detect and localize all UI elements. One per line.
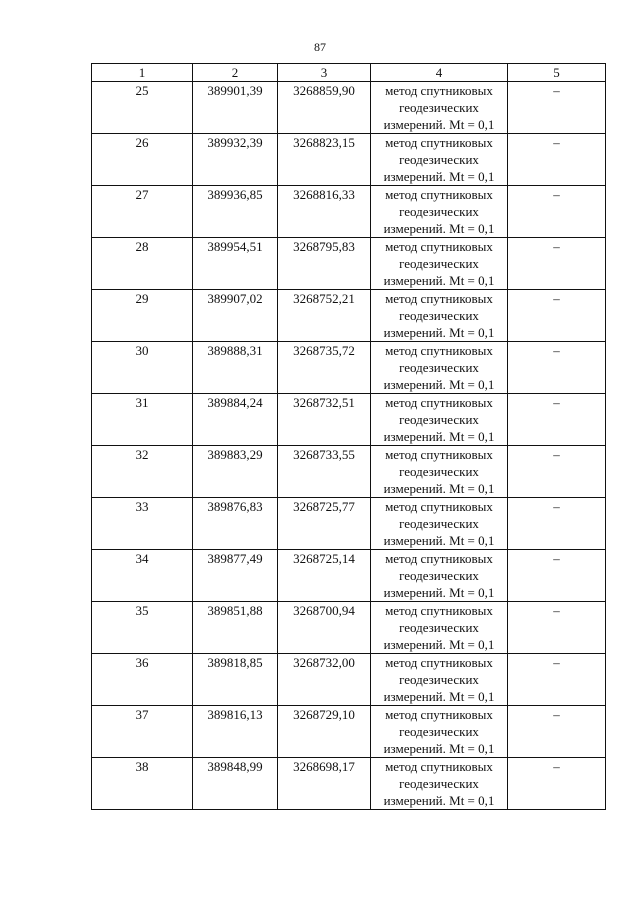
method-line-3: измерений. Mt = 0,1	[383, 325, 495, 340]
method-cell	[371, 290, 508, 342]
table-row	[92, 498, 606, 550]
x-coordinate-cell: 389876,83	[193, 498, 278, 550]
point-number-cell: 37	[92, 706, 193, 758]
method-line-2: геодезических	[399, 620, 479, 635]
method-line-3: измерений. Mt = 0,1	[383, 221, 495, 236]
x-coordinate-cell: 389877,49	[193, 550, 278, 602]
method-line-3: измерений. Mt = 0,1	[383, 585, 495, 600]
note-cell: –	[508, 758, 606, 810]
method-line-2: геодезических	[399, 412, 479, 427]
x-coordinate-cell: 389884,24	[193, 394, 278, 446]
column-header-1: 1	[92, 64, 193, 82]
table-row	[92, 758, 606, 810]
coordinates-table	[91, 63, 606, 810]
y-coordinate-cell: 3268700,94	[278, 602, 371, 654]
method-line-2: геодезических	[399, 672, 479, 687]
table-row	[92, 706, 606, 758]
method-line-3: измерений. Mt = 0,1	[383, 377, 495, 392]
method-cell	[371, 758, 508, 810]
x-coordinate-cell: 389851,88	[193, 602, 278, 654]
y-coordinate-cell: 3268729,10	[278, 706, 371, 758]
method-cell	[371, 654, 508, 706]
note-cell: –	[508, 446, 606, 498]
method-line-1: метод спутниковых	[385, 603, 493, 618]
table-row	[92, 342, 606, 394]
method-line-2: геодезических	[399, 308, 479, 323]
point-number-cell: 35	[92, 602, 193, 654]
x-coordinate-cell: 389888,31	[193, 342, 278, 394]
method-line-1: метод спутниковых	[385, 291, 493, 306]
method-line-2: геодезических	[399, 204, 479, 219]
method-line-1: метод спутниковых	[385, 135, 493, 150]
note-cell: –	[508, 550, 606, 602]
column-header-4: 4	[371, 64, 508, 82]
method-line-2: геодезических	[399, 152, 479, 167]
table-row	[92, 602, 606, 654]
x-coordinate-cell: 389848,99	[193, 758, 278, 810]
point-number-cell: 28	[92, 238, 193, 290]
method-line-2: геодезических	[399, 568, 479, 583]
x-coordinate-cell: 389901,39	[193, 82, 278, 134]
method-cell	[371, 602, 508, 654]
y-coordinate-cell: 3268725,14	[278, 550, 371, 602]
table-row	[92, 290, 606, 342]
column-header-5: 5	[508, 64, 606, 82]
method-line-1: метод спутниковых	[385, 343, 493, 358]
y-coordinate-cell: 3268698,17	[278, 758, 371, 810]
method-line-2: геодезических	[399, 100, 479, 115]
point-number-cell: 34	[92, 550, 193, 602]
table-body	[92, 82, 606, 810]
method-cell	[371, 238, 508, 290]
point-number-cell: 27	[92, 186, 193, 238]
method-cell	[371, 342, 508, 394]
method-line-3: измерений. Mt = 0,1	[383, 533, 495, 548]
method-line-3: измерений. Mt = 0,1	[383, 793, 495, 808]
method-line-1: метод спутниковых	[385, 655, 493, 670]
note-cell: –	[508, 654, 606, 706]
y-coordinate-cell: 3268735,72	[278, 342, 371, 394]
point-number-cell: 25	[92, 82, 193, 134]
table-row	[92, 550, 606, 602]
method-line-3: измерений. Mt = 0,1	[383, 741, 495, 756]
method-cell	[371, 550, 508, 602]
point-number-cell: 38	[92, 758, 193, 810]
note-cell: –	[508, 134, 606, 186]
note-cell: –	[508, 602, 606, 654]
method-line-2: геодезических	[399, 776, 479, 791]
method-cell	[371, 446, 508, 498]
method-line-3: измерений. Mt = 0,1	[383, 637, 495, 652]
method-line-1: метод спутниковых	[385, 707, 493, 722]
method-cell	[371, 82, 508, 134]
method-line-3: измерений. Mt = 0,1	[383, 689, 495, 704]
x-coordinate-cell: 389816,13	[193, 706, 278, 758]
point-number-cell: 26	[92, 134, 193, 186]
y-coordinate-cell: 3268752,21	[278, 290, 371, 342]
method-line-3: измерений. Mt = 0,1	[383, 117, 495, 132]
method-line-1: метод спутниковых	[385, 395, 493, 410]
note-cell: –	[508, 290, 606, 342]
column-header-3: 3	[278, 64, 371, 82]
method-line-2: геодезических	[399, 256, 479, 271]
note-cell: –	[508, 498, 606, 550]
method-line-3: измерений. Mt = 0,1	[383, 481, 495, 496]
x-coordinate-cell: 389936,85	[193, 186, 278, 238]
method-cell	[371, 186, 508, 238]
table-row	[92, 82, 606, 134]
table-row	[92, 186, 606, 238]
method-cell	[371, 394, 508, 446]
method-line-1: метод спутниковых	[385, 447, 493, 462]
y-coordinate-cell: 3268725,77	[278, 498, 371, 550]
method-line-1: метод спутниковых	[385, 187, 493, 202]
y-coordinate-cell: 3268795,83	[278, 238, 371, 290]
point-number-cell: 31	[92, 394, 193, 446]
method-line-2: геодезических	[399, 516, 479, 531]
x-coordinate-cell: 389818,85	[193, 654, 278, 706]
y-coordinate-cell: 3268816,33	[278, 186, 371, 238]
method-line-1: метод спутниковых	[385, 759, 493, 774]
point-number-cell: 32	[92, 446, 193, 498]
y-coordinate-cell: 3268732,51	[278, 394, 371, 446]
column-header-2: 2	[193, 64, 278, 82]
method-cell	[371, 706, 508, 758]
method-line-2: геодезических	[399, 464, 479, 479]
method-line-2: геодезических	[399, 360, 479, 375]
method-line-3: измерений. Mt = 0,1	[383, 169, 495, 184]
page-number: 87	[314, 40, 326, 54]
table-header-row	[92, 64, 606, 82]
point-number-cell: 29	[92, 290, 193, 342]
method-line-3: измерений. Mt = 0,1	[383, 429, 495, 444]
method-line-3: измерений. Mt = 0,1	[383, 273, 495, 288]
point-number-cell: 30	[92, 342, 193, 394]
point-number-cell: 33	[92, 498, 193, 550]
method-line-1: метод спутниковых	[385, 239, 493, 254]
method-cell	[371, 498, 508, 550]
y-coordinate-cell: 3268859,90	[278, 82, 371, 134]
method-line-2: геодезических	[399, 724, 479, 739]
table-row	[92, 238, 606, 290]
method-line-1: метод спутниковых	[385, 83, 493, 98]
note-cell: –	[508, 394, 606, 446]
point-number-cell: 36	[92, 654, 193, 706]
method-line-1: метод спутниковых	[385, 551, 493, 566]
table-row	[92, 134, 606, 186]
table-row	[92, 446, 606, 498]
note-cell: –	[508, 706, 606, 758]
note-cell: –	[508, 238, 606, 290]
x-coordinate-cell: 389883,29	[193, 446, 278, 498]
note-cell: –	[508, 82, 606, 134]
note-cell: –	[508, 186, 606, 238]
table-row	[92, 394, 606, 446]
x-coordinate-cell: 389932,39	[193, 134, 278, 186]
x-coordinate-cell: 389954,51	[193, 238, 278, 290]
y-coordinate-cell: 3268733,55	[278, 446, 371, 498]
method-cell	[371, 134, 508, 186]
x-coordinate-cell: 389907,02	[193, 290, 278, 342]
table-row	[92, 654, 606, 706]
note-cell: –	[508, 342, 606, 394]
y-coordinate-cell: 3268823,15	[278, 134, 371, 186]
method-line-1: метод спутниковых	[385, 499, 493, 514]
y-coordinate-cell: 3268732,00	[278, 654, 371, 706]
